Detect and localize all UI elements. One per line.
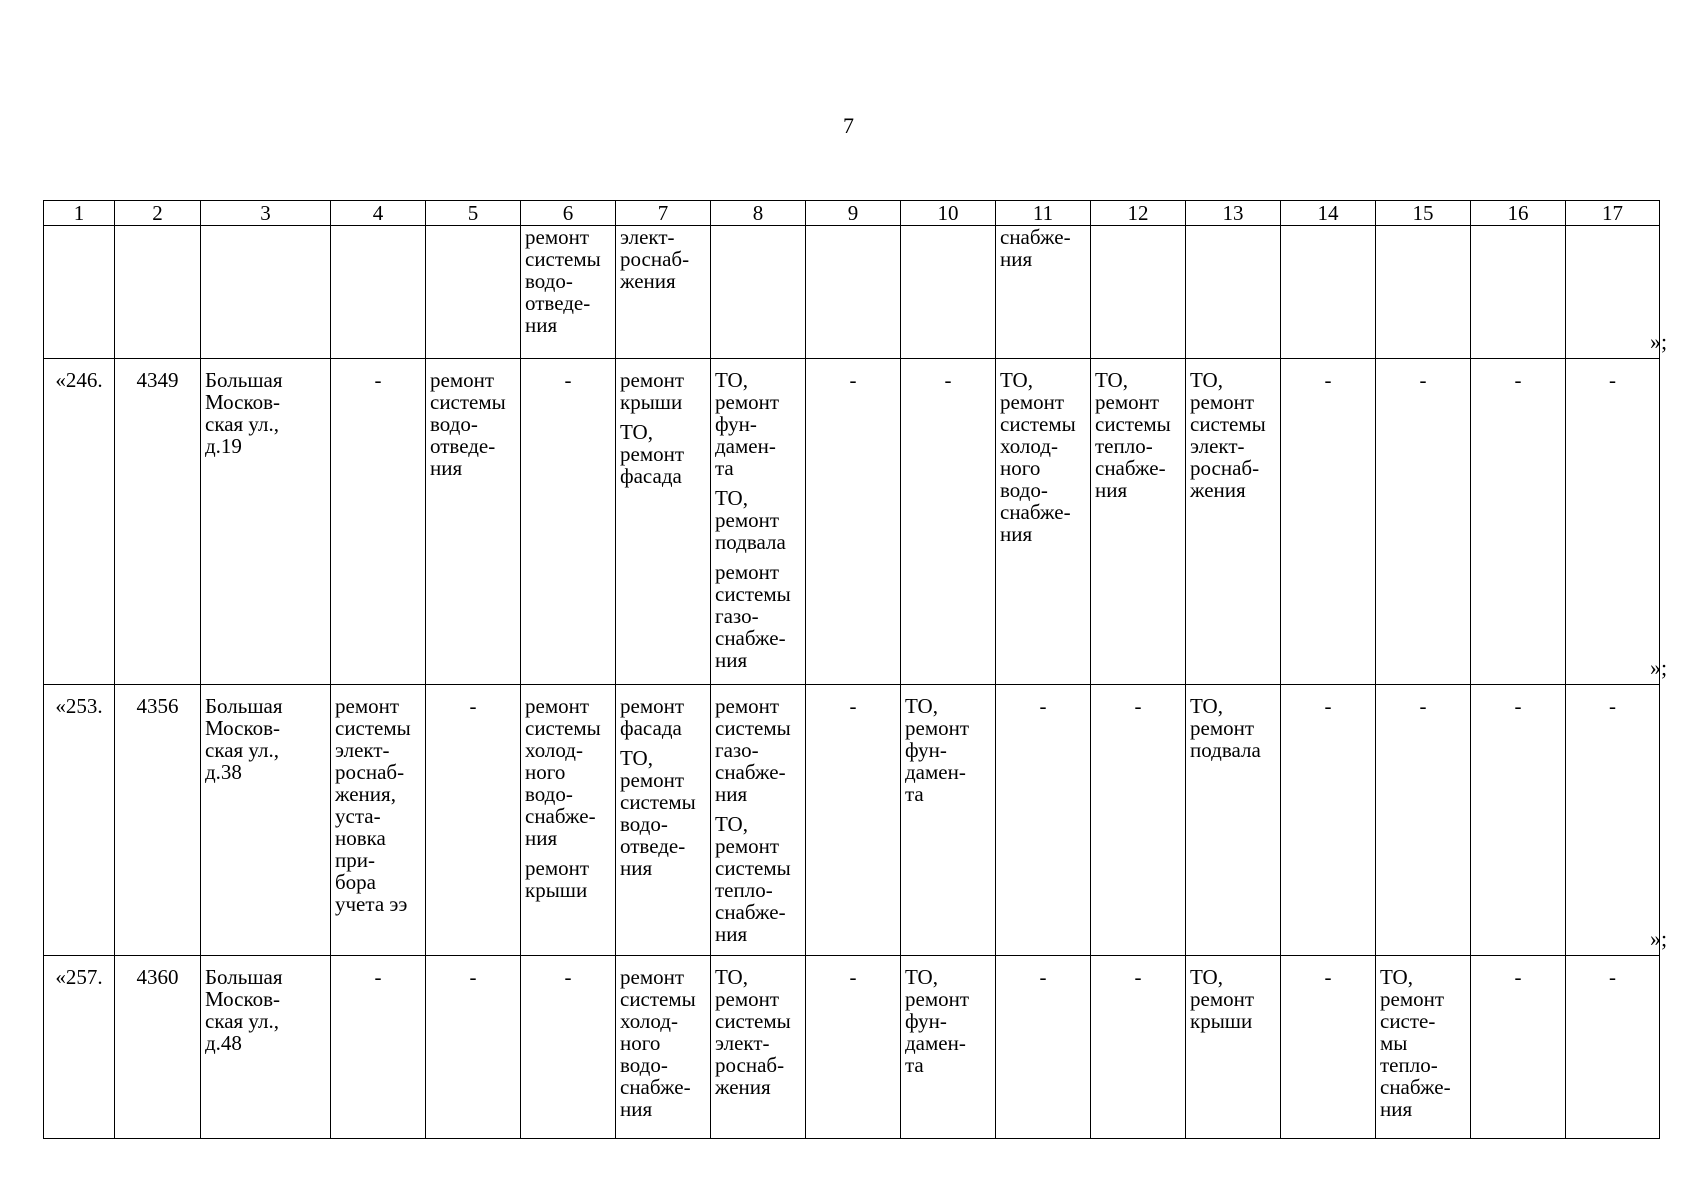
table-cell <box>1281 359 1376 685</box>
table-cell <box>521 956 616 1139</box>
table-cell <box>1186 685 1281 956</box>
table-cell <box>806 359 901 685</box>
table-cell <box>115 226 201 359</box>
table-cell <box>521 359 616 685</box>
cell-text: ТО, ремонт фасада <box>620 420 685 488</box>
table-cell <box>1376 359 1471 685</box>
table-cell <box>1186 956 1281 1139</box>
table-cell <box>331 685 426 956</box>
table-cell <box>711 956 806 1139</box>
cell-text: - <box>1419 368 1427 392</box>
cell-text: - <box>1039 965 1047 989</box>
table-cell <box>1566 359 1660 685</box>
column-header: 8 <box>711 201 806 226</box>
table-cell <box>201 359 331 685</box>
table-cell <box>331 226 426 359</box>
cell-text: ТО, ремонт системы тепло- снабже- ния <box>715 812 791 946</box>
cell-text: ремонт системы водо- отведе- ния <box>525 225 601 337</box>
cell-text: - <box>1514 965 1522 989</box>
table-cell <box>44 226 115 359</box>
cell-text: элект- роснаб- жения <box>620 225 690 293</box>
column-header: 12 <box>1091 201 1186 226</box>
table-cell <box>996 956 1091 1139</box>
table-cell <box>44 685 115 956</box>
cell-text: ремонт системы газо- снабже- ния <box>715 694 791 806</box>
column-header: 17 <box>1566 201 1660 226</box>
table-cell <box>711 226 806 359</box>
table-row <box>44 359 1660 685</box>
column-header: 14 <box>1281 201 1376 226</box>
table-cell <box>1186 359 1281 685</box>
table-cell <box>115 956 201 1139</box>
table-cell <box>1281 685 1376 956</box>
table-cell <box>806 226 901 359</box>
table-cell <box>1091 359 1186 685</box>
table-row <box>44 685 1660 956</box>
table-cell <box>1566 956 1660 1139</box>
table-cell <box>115 359 201 685</box>
cell-text: «246. <box>55 368 103 392</box>
table-cell <box>521 226 616 359</box>
cell-text: ремонт крыши <box>620 368 685 414</box>
cell-text: - <box>849 368 857 392</box>
cell-text: ремонт системы холод- ного водо- снабже- ния <box>525 694 601 850</box>
cell-text: ТО, ремонт фун- дамен- та <box>905 965 970 1077</box>
table-cell <box>1566 685 1660 956</box>
cell-text: - <box>564 368 572 392</box>
cell-text: - <box>469 694 477 718</box>
cell-text: - <box>1514 368 1522 392</box>
column-header: 1 <box>44 201 115 226</box>
cell-text: ремонт системы холод- ного водо- снабже- ния <box>620 965 696 1121</box>
table-cell <box>1471 956 1566 1139</box>
table-cell <box>1091 956 1186 1139</box>
table-cell <box>901 685 996 956</box>
cell-text: - <box>1324 368 1332 392</box>
cell-text: - <box>374 368 382 392</box>
table-cell <box>901 226 996 359</box>
cell-text: ТО, ремонт систе- мы тепло- снабже- ния <box>1380 965 1451 1121</box>
cell-text: ТО, ремонт системы тепло- снабже- ния <box>1095 368 1171 502</box>
table-cell <box>996 685 1091 956</box>
table-cell <box>806 685 901 956</box>
table-cell <box>1186 226 1281 359</box>
table-cell <box>1566 226 1660 359</box>
table-cell <box>115 685 201 956</box>
cell-text: - <box>944 368 952 392</box>
cell-text: ТО, ремонт подвала <box>715 486 786 554</box>
cell-text: - <box>374 965 382 989</box>
cell-text: Большая Москов- ская ул., д.38 <box>205 694 283 784</box>
cell-text: снабже- ния <box>1000 225 1071 271</box>
table-cell <box>1281 956 1376 1139</box>
table-cell <box>901 359 996 685</box>
table-cell <box>426 226 521 359</box>
table-cell <box>1376 956 1471 1139</box>
cell-text: ТО, ремонт фун- дамен- та <box>905 694 970 806</box>
column-header: 7 <box>616 201 711 226</box>
table-cell <box>1281 226 1376 359</box>
table-cell <box>44 956 115 1139</box>
table-cell <box>711 685 806 956</box>
column-header: 11 <box>996 201 1091 226</box>
column-header: 6 <box>521 201 616 226</box>
table-cell <box>996 226 1091 359</box>
cell-text: - <box>849 965 857 989</box>
cell-text: - <box>849 694 857 718</box>
table-cell <box>616 956 711 1139</box>
closing-quote: »; <box>1650 329 1668 354</box>
cell-text: - <box>1419 694 1427 718</box>
cell-text: - <box>1039 694 1047 718</box>
cell-text: ТО, ремонт системы элект- роснаб- жения <box>715 965 791 1099</box>
table-body <box>44 201 1660 1139</box>
cell-text: ТО, ремонт подвала <box>1190 694 1261 762</box>
table-cell <box>1091 685 1186 956</box>
column-header: 5 <box>426 201 521 226</box>
table-cell <box>616 226 711 359</box>
page-number: 7 <box>843 113 854 138</box>
cell-text: «257. <box>55 965 103 989</box>
table-cell <box>1376 226 1471 359</box>
table-row <box>44 956 1660 1139</box>
cell-text: ТО, ремонт системы элект- роснаб- жения <box>1190 368 1266 502</box>
cell-text: - <box>1609 368 1616 392</box>
table-row <box>44 226 1660 359</box>
column-header: 4 <box>331 201 426 226</box>
column-header: 13 <box>1186 201 1281 226</box>
data-table <box>43 200 1660 1139</box>
table-cell <box>331 956 426 1139</box>
cell-text: ТО, ремонт фун- дамен- та <box>715 368 780 480</box>
cell-text: ремонт крыши <box>525 856 590 902</box>
closing-quote: »; <box>1650 655 1668 680</box>
column-header: 9 <box>806 201 901 226</box>
cell-text: 4360 <box>136 965 179 989</box>
table-cell <box>426 685 521 956</box>
table-cell <box>521 685 616 956</box>
column-header: 15 <box>1376 201 1471 226</box>
cell-text: ремонт фасада <box>620 694 685 740</box>
table-cell <box>616 685 711 956</box>
table-cell <box>44 359 115 685</box>
table-cell <box>426 359 521 685</box>
cell-text: - <box>1134 965 1142 989</box>
table-cell <box>201 956 331 1139</box>
table-cell <box>201 685 331 956</box>
cell-text: ремонт системы газо- снабже- ния <box>715 560 791 672</box>
cell-text: - <box>1324 694 1332 718</box>
cell-text: 4349 <box>136 368 179 392</box>
table-cell <box>426 956 521 1139</box>
cell-text: ремонт системы элект- роснаб- жения, уста- новка при- бора учета ээ <box>335 694 411 916</box>
cell-text: - <box>1609 694 1616 718</box>
cell-text: Большая Москов- ская ул., д.48 <box>205 965 283 1055</box>
table-cell <box>1471 685 1566 956</box>
cell-text: Большая Москов- ская ул., д.19 <box>205 368 283 458</box>
cell-text: - <box>1324 965 1332 989</box>
cell-text: ТО, ремонт системы водо- отведе- ния <box>620 746 696 880</box>
cell-text: ТО, ремонт системы холод- ного водо- снабже- ния <box>1000 368 1076 546</box>
cell-text: «253. <box>55 694 103 718</box>
closing-quote: »; <box>1650 926 1668 951</box>
table-cell <box>616 359 711 685</box>
column-header: 16 <box>1471 201 1566 226</box>
table-cell <box>711 359 806 685</box>
cell-text: ТО, ремонт крыши <box>1190 965 1255 1033</box>
table-cell <box>996 359 1091 685</box>
header-row <box>44 201 1660 226</box>
cell-text: - <box>1514 694 1522 718</box>
table-cell <box>1091 226 1186 359</box>
cell-text: ремонт системы водо- отведе- ния <box>430 368 506 480</box>
table-cell <box>331 359 426 685</box>
cell-text: - <box>1609 965 1616 989</box>
cell-text: - <box>469 965 477 989</box>
table-cell <box>901 956 996 1139</box>
cell-text: - <box>564 965 572 989</box>
column-header: 2 <box>115 201 201 226</box>
column-header: 10 <box>901 201 996 226</box>
table-cell <box>1471 226 1566 359</box>
column-header: 3 <box>201 201 331 226</box>
cell-text: 4356 <box>136 694 179 718</box>
table-cell <box>1376 685 1471 956</box>
table-cell <box>201 226 331 359</box>
cell-text: - <box>1134 694 1142 718</box>
table-cell <box>1471 359 1566 685</box>
table-cell <box>806 956 901 1139</box>
